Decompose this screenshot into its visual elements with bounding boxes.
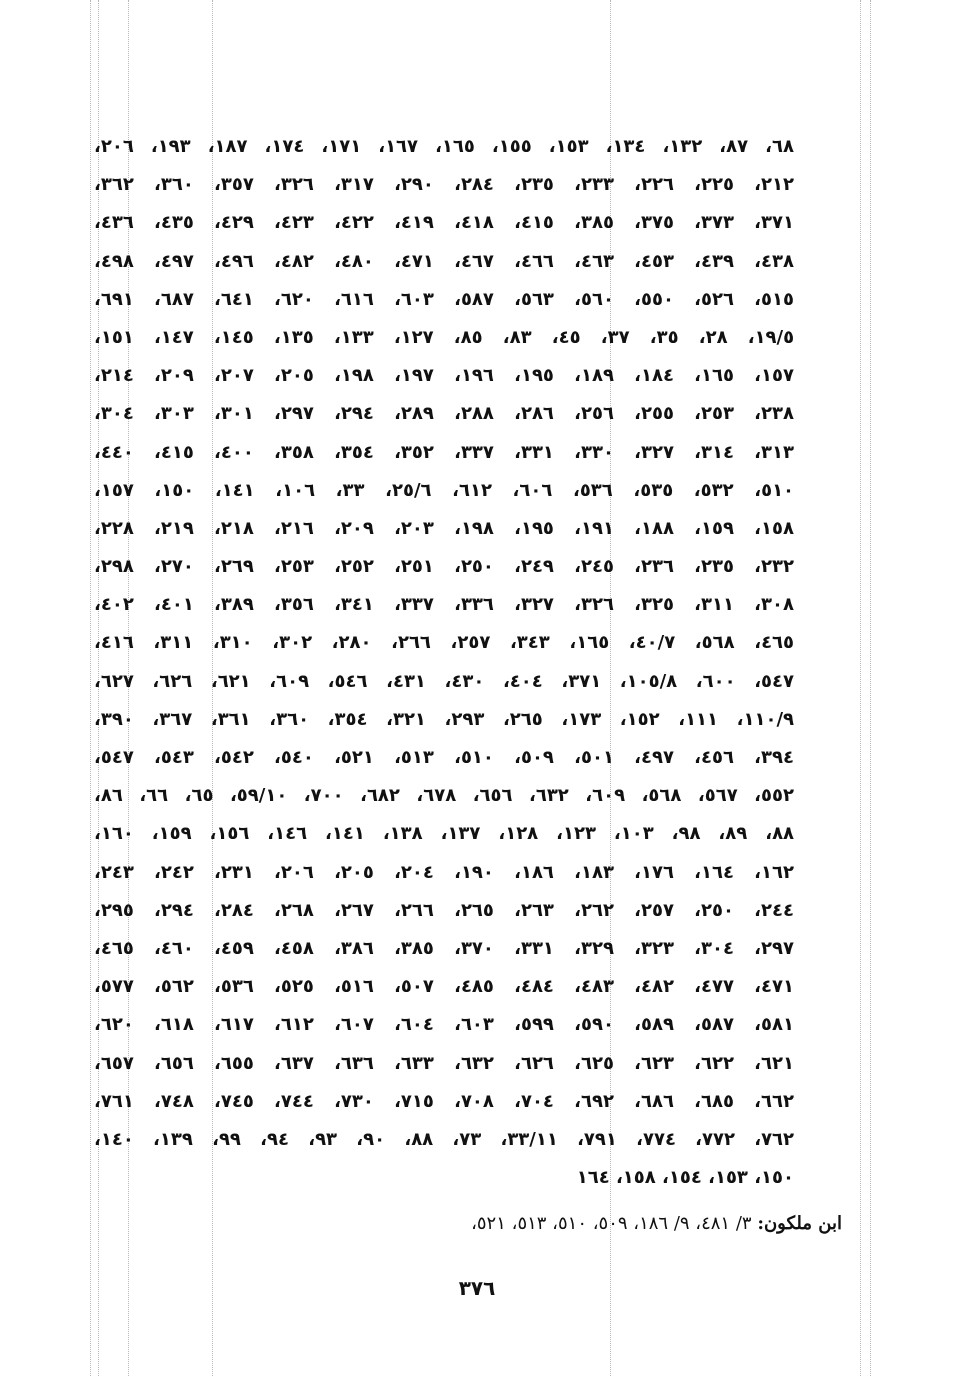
index-line: ٢٣٨، ٢٥٣، ٢٥٥، ٢٥٦، ٢٨٦، ٢٨٨، ٢٨٩، ٢٩٤، ٢٩٧، ٣٠١، ٣٠٣، ٣٠٤، bbox=[94, 403, 794, 425]
index-line: ٥٤٧، ٦٠٠، ١٠٥/٨، ٣٧١، ٤٠٤، ٤٣٠، ٤٣١، ٥٤٦، ٦٠٩، ٦٢١، ٦٢٦، ٦٢٧، bbox=[94, 670, 795, 692]
index-line: ٢٩٧، ٣٠٤، ٣٢٣، ٣٢٩، ٣٣١، ٣٧٠، ٣٨٥، ٣٨٦، ٤٥٨، ٤٥٩، ٤٦٠، ٤٦٥، bbox=[94, 937, 794, 959]
index-line: ١٩/٥، ٢٨، ٣٥، ٣٧، ٤٥، ٨٣، ٨٥، ١٢٧، ١٣٣، ١٣٥، ١٤٥، ١٤٧، ١٥١، bbox=[94, 326, 795, 348]
index-line: ٣٧١، ٣٧٣، ٣٧٥، ٣٨٥، ٤١٥، ٤١٨، ٤١٩، ٤٢٢، ٤٢٣، ٤٢٩، ٤٣٥، ٤٣٦، bbox=[94, 212, 794, 234]
index-line: ٥٨١، ٥٨٧، ٥٨٩، ٥٩٠، ٥٩٩، ٦٠٣، ٦٠٤، ٦٠٧، ٦١٢، ٦١٧، ٦١٨، ٦٢٠، bbox=[94, 1014, 794, 1036]
index-line: ٦٨، ٨٧، ١٣٢، ١٣٤، ١٥٣، ١٥٥، ١٦٥، ١٦٧، ١٧١، ١٧٤، ١٨٧، ١٩٣، ٢٠٦، bbox=[94, 136, 794, 157]
index-line: ٦٦٢، ٦٨٥، ٦٨٦، ٦٩٢، ٧٠٤، ٧٠٨، ٧١٥، ٧٣٠، ٧٤٤، ٧٤٥، ٧٤٨، ٧٦١، bbox=[94, 1090, 794, 1112]
index-line: ١١٠/٩، ١١١، ١٥٢، ١٧٣، ٢٦٥، ٢٩٣، ٣٢١، ٣٥٤، ٣٦٠، ٣٦١، ٣٦٧، ٣٩٠، bbox=[94, 708, 795, 730]
entry-references: ٣/ ٤٨١، ٩/ ١٨٦، ٥٠٩، ٥١٠، ٥١٣، ٥٢١، bbox=[471, 1213, 752, 1234]
scan-line bbox=[860, 0, 861, 1376]
index-line: ٦٢١، ٦٢٢، ٦٢٣، ٦٢٥، ٦٢٦، ٦٣٢، ٦٣٣، ٦٣٦، ٦٣٧، ٦٥٥، ٦٥٦، ٦٥٧، bbox=[94, 1052, 794, 1074]
index-line: ٢١٢، ٢٢٥، ٢٢٦، ٢٣٣، ٢٣٥، ٢٨٤، ٢٩٠، ٣١٧، ٣٢٦، ٣٥٧، ٣٦٠، ٣٦٢، bbox=[94, 174, 794, 196]
index-line: ٥١٠، ٥٣٢، ٥٣٥، ٥٣٦، ٦٠٦، ٦١٢، ٢٥/٦، ٣٣، ١٠٦، ١٤١، ١٥٠، ١٥٧، bbox=[94, 479, 795, 501]
index-line: ٢٣٢، ٢٣٥، ٢٣٦، ٢٤٥، ٢٤٩، ٢٥٠، ٢٥١، ٢٥٢، ٢٥٣، ٢٦٩، ٢٧٠، ٢٩٨، bbox=[94, 556, 794, 578]
page-number: ٣٧٦ bbox=[458, 1276, 496, 1300]
index-line: ١٥٠، ١٥٣، ١٥٤، ١٥٨، ١٦٤ bbox=[576, 1167, 794, 1189]
index-references-block bbox=[94, 128, 794, 1197]
index-line: ٢٤٤، ٢٥٠، ٢٥٧، ٢٦٢، ٢٦٣، ٢٦٥، ٢٦٦، ٢٦٧، ٢٦٨، ٢٨٤، ٢٩٤، ٢٩٥، bbox=[94, 899, 794, 921]
index-line: ٣١٣، ٣١٤، ٣٢٧، ٣٣٠، ٣٣١، ٣٣٧، ٣٥٢، ٣٥٤، ٣٥٨، ٤٠٠، ٤١٥، ٤٤٠، bbox=[94, 441, 794, 463]
index-line: ٤٧١، ٤٧٧، ٤٨٢، ٤٨٣، ٤٨٤، ٤٨٥، ٥٠٧، ٥١٦، ٥٢٥، ٥٣٦، ٥٦٢، ٥٧٧، bbox=[94, 976, 794, 998]
index-line: ٣٠٨، ٣١١، ٣٢٥، ٣٢٦، ٣٢٧، ٣٣٦، ٣٣٧، ٣٤١، ٣٥٦، ٣٨٩، ٤٠١، ٤٠٢، bbox=[94, 594, 794, 616]
scan-line bbox=[870, 0, 871, 1376]
index-line: ٣٩٤، ٤٥٦، ٤٩٧، ٥٠١، ٥٠٩، ٥١٠، ٥١٣، ٥٢١، ٥٤٠، ٥٤٢، ٥٤٣، ٥٤٧، bbox=[94, 747, 794, 768]
index-line: ٤٣٨، ٤٣٩، ٤٥٣، ٤٦٣، ٤٦٦، ٤٦٧، ٤٧١، ٤٨٠، ٤٨٢، ٤٩٦، ٤٩٧، ٤٩٨، bbox=[94, 250, 794, 272]
index-entry bbox=[102, 1205, 842, 1243]
scan-line bbox=[90, 0, 91, 1376]
index-line: ٤٦٥، ٥٦٨، ٤٠/٧، ١٦٥، ٣٤٣، ٢٥٧، ٢٦٦، ٢٨٠، ٣٠٢، ٣١٠، ٣١١، ٤١٦، bbox=[94, 632, 795, 654]
entry-name: ابن ملكون: bbox=[757, 1213, 842, 1234]
index-line: ١٦٢، ١٦٤، ١٧٦، ١٨٣، ١٨٦، ١٩٠، ٢٠٤، ٢٠٥، ٢٠٦، ٢٣١، ٢٤٢، ٢٤٣، bbox=[94, 861, 794, 883]
index-line: ١٥٧، ١٦٥، ١٨٤، ١٨٩، ١٩٥، ١٩٦، ١٩٧، ١٩٨، ٢٠٥، ٢٠٧، ٢٠٩، ٢١٤، bbox=[94, 365, 794, 387]
index-line: ٥١٥، ٥٢٦، ٥٥٠، ٥٦٠، ٥٦٣، ٥٨٧، ٦٠٣، ٦١٦، ٦٢٠، ٦٤١، ٦٨٧، ٦٩١، bbox=[94, 288, 794, 310]
index-line: ٨٨، ٨٩، ٩٨، ١٠٣، ١٢٣، ١٢٨، ١٣٧، ١٣٨، ١٤١، ١٤٦، ١٥٦، ١٥٩، ١٦٠، bbox=[94, 823, 795, 845]
index-line: ٧٦٢، ٧٧٢، ٧٧٤، ٧٩١، ٣٣/١١، ٧٣، ٨٨، ٩٠، ٩٣، ٩٤، ٩٩، ١٣٩، ١٤٠، bbox=[94, 1128, 795, 1150]
index-line: ١٥٨، ١٥٩، ١٨٨، ١٩١، ١٩٥، ١٩٨، ٢٠٣، ٢٠٩، ٢١٦، ٢١٨، ٢١٩، ٢٢٨، bbox=[94, 517, 794, 539]
index-line: ٥٥٢، ٥٦٧، ٥٦٨، ٦٠٩، ٦٣٢، ٦٥٦، ٦٧٨، ٦٨٢، ٧٠٠، ٥٩/١٠، ٦٥، ٦٦، ٨٦، bbox=[94, 785, 794, 807]
